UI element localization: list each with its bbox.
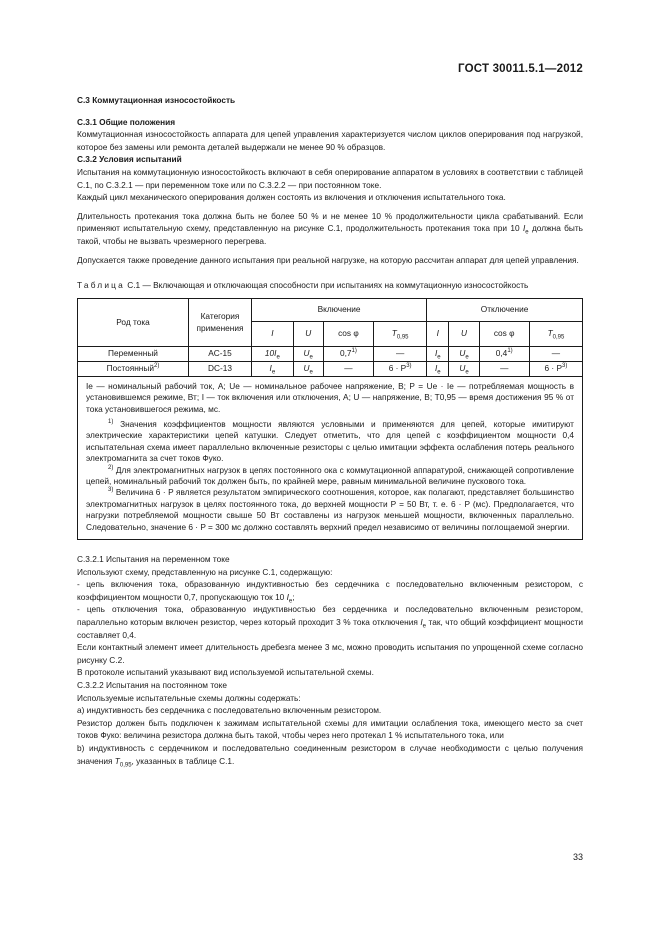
cell-type-sup: 2) — [153, 363, 160, 370]
header-break: Отключение — [427, 298, 583, 321]
symbol-ie: I — [522, 223, 526, 234]
paragraph-ac-2-b: ; — [292, 591, 295, 602]
subheader-make-t-sym: T — [391, 328, 397, 339]
cell-make-t — [374, 346, 427, 361]
paragraph-ac-2 — [77, 578, 583, 603]
subsection-title-ac: С.3.2.1 Испытания на переменном токе — [77, 554, 230, 564]
cell-make-t-val: — — [395, 348, 405, 359]
cell-break-u — [449, 346, 479, 361]
cell-type — [78, 361, 189, 376]
paragraph-dc-3: Резистор должен быть подключен к зажимам испытательной схемы для имитации ослабления тока, имеющего место за счет токов Фуко: величина резистора должна быть такой, чтобы через него протекал 1 % испытательного тока, или — [77, 717, 583, 741]
paragraph-dc-4-a: b) индуктивность с сердечником и последовательно соединенным резистором в случае необходимости с целью получения значения — [77, 742, 583, 766]
table-caption — [77, 279, 583, 292]
paragraph-ac-1: Используют схему, представленную на рисунке С.1, содержащую: — [77, 566, 333, 577]
cell-make-i — [252, 346, 294, 361]
table-row — [78, 361, 583, 376]
note-2-text: Для электромагнитных нагрузок в цепях постоянного ока с коммутационной аппаратурой, снижающей сопротивление цепей, номинальный рабочий ток должен быть, по крайней мере, равным минимальной величине пускового тока. — [86, 464, 574, 486]
cell-break-u — [449, 361, 479, 376]
table-caption-label: Таблица — [77, 280, 125, 291]
paragraph-dc-2: а) индуктивность без сердечника с последовательно включенным резистором. — [77, 705, 382, 716]
note-3-mark: 3) — [108, 487, 114, 494]
subheader-break-u: U — [449, 321, 479, 346]
subsection-title-general: С.3.1 Общие положения — [77, 116, 176, 127]
paragraph-ac-2-sub: e — [288, 598, 293, 605]
table-note-2 — [86, 465, 574, 488]
subheader-break-i: I — [427, 321, 449, 346]
paragraph-dc-4 — [77, 742, 583, 767]
paragraph-conditions-4: Допускается также проведение данного испытания при реальной нагрузке, на которую рассчитан аппарат для цепей управления. — [77, 254, 579, 265]
cell-make-cos — [323, 361, 373, 376]
paragraph-dc-4-b: , указанных в таблице С.1. — [131, 755, 235, 766]
paragraph-dc-4-sym: T — [114, 755, 120, 766]
cell-break-u-sub: e — [465, 355, 469, 362]
subheader-make-cos: cos φ — [323, 321, 373, 346]
page-content — [77, 94, 583, 767]
subheader-break-t — [529, 321, 582, 346]
subheader-break-t-sym: T — [547, 328, 553, 339]
table-notes — [78, 376, 583, 539]
paragraph-conditions-3-a: Длительность протекания тока должна быть не более 50 % и не менее 10 % продолжительности цикла срабатываний. Если применяют испытательную схему, представленную на рисунке С.1, продолжительность протекания тока при 10 — [77, 210, 583, 234]
cell-make-t-val: 6 · P — [388, 363, 407, 374]
cell-break-u-val: U — [459, 363, 466, 374]
cell-type-text: Переменный — [108, 348, 158, 359]
cell-make-i-sub: e — [271, 370, 276, 377]
paragraph-conditions-2: Каждый цикл механического оперирования должен состоять из включения и отключения испытательного тока. — [77, 192, 506, 203]
cell-category: AC-15 — [189, 346, 252, 361]
paragraph-ac-3 — [77, 603, 583, 641]
cell-make-u-sub: e — [309, 370, 313, 377]
cell-break-cos — [479, 361, 529, 376]
paragraph-ac-3-a: - цепь отключения тока, образованную индуктивностью без сердечника и последовательно включенным резистором, параллельно которым включен резистор, через который проходит 3 % тока отключения — [77, 604, 583, 627]
header-current-type: Род тока — [78, 298, 189, 346]
table-note-3 — [86, 487, 574, 533]
subheader-make-t-sub: 0,95 — [396, 335, 409, 342]
paragraph-ac-4: Если контактный элемент имеет длительность дребезга менее 3 мс, можно проводить испытания по упрощенной схеме согласно рисунку С.2. — [77, 642, 583, 665]
table-legend: Iе — номинальный рабочий ток, А; Uе — номинальное рабочее напряжение, В; P = Uе · Iе — потребляемая мощность в установившемся режиме, Вт; I — ток включения или отключения, А; U — напряжение, В; T0,95 — время достижения 95 % от тока установившегося режима, мс. — [86, 380, 574, 414]
table-notes-row — [78, 376, 583, 539]
cell-make-u-val: U — [303, 363, 310, 374]
cell-make-i — [252, 361, 294, 376]
table-caption-text: С.1 — Включающая и отключающая способности при испытаниях на коммутационную износостойкость — [127, 280, 529, 291]
paragraph-ac-2-a: - цепь включения тока, образованную индуктивностью без сердечника с последовательно включенным резистором, с коэффициентом мощности 0,7, пропускающую ток 10 — [77, 579, 583, 602]
header-category: Категория применения — [189, 298, 252, 346]
cell-break-t — [529, 346, 582, 361]
cell-break-t-val: — — [551, 348, 561, 359]
subsection-title-dc: С.3.2.2 Испытания на постоянном токе — [77, 679, 227, 690]
cell-category: DC-13 — [189, 361, 252, 376]
subheader-break-t-sub: 0,95 — [552, 335, 565, 342]
note-1-mark: 1) — [108, 419, 114, 426]
paragraph-ac-3-sym: I — [420, 616, 423, 627]
paragraph-dc-4-sub: 0,95 — [119, 762, 132, 769]
cell-make-u — [293, 361, 323, 376]
note-3-text: Величина 6 · P является результатом эмпирического соотношения, которое, как полагают, представляет большинство электромагнитных нагрузок в целях постоянного тока, до верхней мощности P = 50 Вт, т. е. 6 · P (мс). Предполагается, что нагрузки потребляемой мощности свыше 50 Вт составлены из нагрузок меньшей мощности, включенных параллельно. Следовательно, значение 6 · P = 300 мс должно составлять верхний предел независимо от величины поглощаемой энергии. — [86, 487, 574, 532]
paragraph-dc-1: Используемые испытательные схемы должны содержать: — [77, 692, 301, 703]
subheader-make-u: U — [293, 321, 323, 346]
cell-break-t — [529, 361, 582, 376]
symbol-ie-sub: e — [525, 230, 529, 236]
paragraph-ac-5: В протоколе испытаний указывают вид используемой испытательной схемы. — [77, 667, 374, 678]
cell-make-cos-sup: 1) — [351, 348, 357, 355]
cell-break-i-sub: e — [437, 370, 441, 377]
cell-make-cos-val: — — [344, 363, 353, 374]
paragraph-ac-3-b: так, что общий коэффициент мощности составляет 0,4. — [77, 616, 583, 640]
subsection-title-conditions: С.3.2 Условия испытаний — [77, 154, 182, 165]
cell-type-text: Постоянный — [106, 363, 154, 374]
note-2-mark: 2) — [108, 464, 114, 471]
cell-type — [78, 346, 189, 361]
cell-make-i-val: I — [269, 363, 272, 374]
cell-break-i-val: I — [434, 348, 438, 359]
cell-make-cos — [323, 346, 373, 361]
subheader-break-cos: cos φ — [479, 321, 529, 346]
cell-break-i-val: I — [434, 363, 438, 374]
cell-break-u-val: U — [459, 348, 466, 359]
paragraph-ac-2-sym: I — [286, 591, 289, 602]
header-make: Включение — [252, 298, 427, 321]
cell-make-cos-val: 0,7 — [339, 348, 352, 359]
subheader-make-t — [374, 321, 427, 346]
subheader-make-i: I — [252, 321, 294, 346]
cell-break-i — [427, 346, 449, 361]
cell-break-i — [427, 361, 449, 376]
cell-make-u — [293, 346, 323, 361]
paragraph-general — [77, 128, 583, 153]
cell-make-u-val: U — [303, 348, 310, 359]
note-1-text: Значения коэффициентов мощности являются условными и применяются для цепей, которые имитируют электрические характеристики цепей катушки. Следует отметить, что для цепей с коэффициентом мощности 0,4 испытательная схема имеет параллельно включенные резисторы с целью имитации эффекта ослабления потерь реального электромагнита за счет токов Фуко. — [86, 418, 574, 464]
paragraph-conditions-1: Испытания на коммутационную износостойкость включают в себя оперирование аппаратом в условиях в соответствии с таблицей С.1, по С.3.2.1 — при переменном токе или по С.3.2.2 — при постоянном токе. — [77, 166, 583, 190]
paragraph-conditions-3-b: должна быть такой, чтобы не вызвать чрезмерного перегрева. — [77, 223, 583, 246]
cell-make-t — [374, 361, 427, 376]
section-title: С.3 Коммутационная износостойкость — [77, 95, 236, 105]
paragraph-general-text: Коммутационная износостойкость аппарата для цепей управления характеризуется числом циклов оперирования под нагрузкой, которое без замены или ремонта деталей выдержали не менее 90 % образцов. — [77, 129, 583, 152]
cell-break-cos-sup: 1) — [507, 348, 513, 355]
cell-break-u-sub: e — [465, 370, 469, 377]
cell-break-t-sup: 3) — [562, 363, 568, 370]
cell-make-t-sup: 3) — [406, 363, 412, 370]
page-number: 33 — [572, 852, 583, 862]
table-row — [78, 346, 583, 361]
cell-make-i-sub: e — [276, 355, 280, 362]
cell-break-t-val: 6 · P — [544, 363, 563, 374]
document-code: ГОСТ 30011.5.1—2012 — [458, 63, 583, 75]
switching-table — [77, 298, 583, 540]
paragraph-conditions-3 — [77, 210, 583, 248]
cell-break-cos-val: 0,4 — [495, 348, 508, 359]
cell-break-cos-val: — — [500, 363, 509, 374]
cell-make-u-sub: e — [309, 355, 313, 362]
cell-break-i-sub: e — [437, 355, 441, 362]
cell-make-i-val: 10I — [264, 348, 277, 359]
table-note-1 — [86, 419, 574, 465]
paragraph-ac-3-sub: e — [422, 623, 427, 630]
cell-break-cos — [479, 346, 529, 361]
